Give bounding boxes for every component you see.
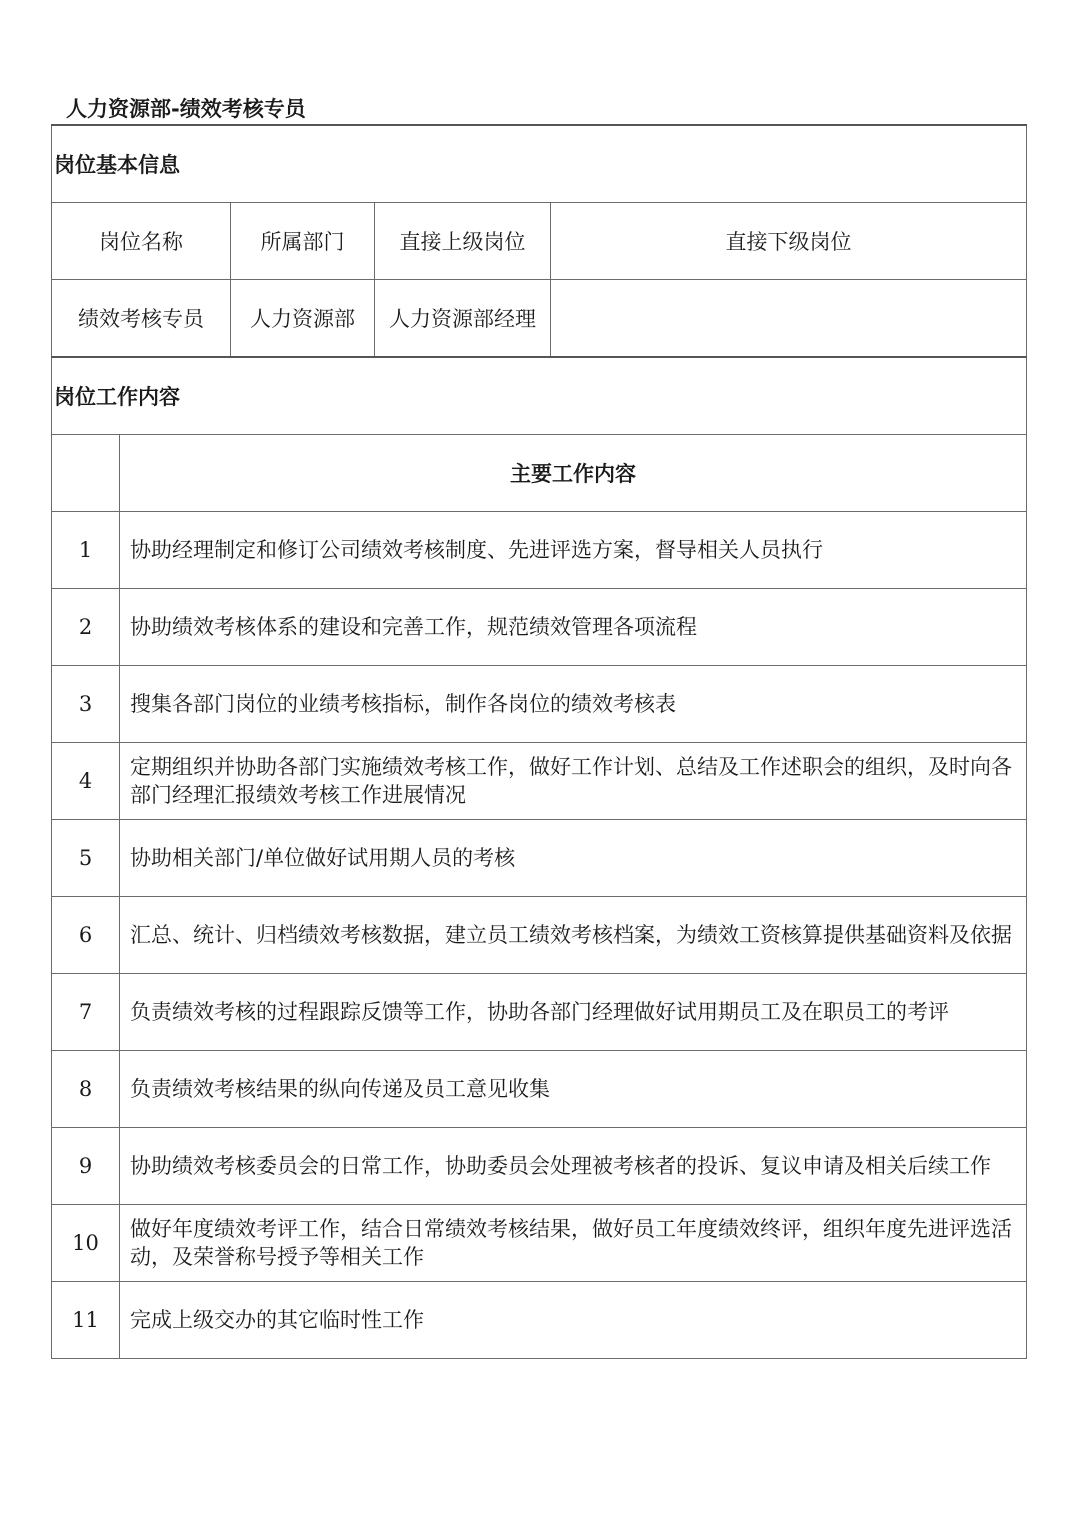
duty-row <box>52 589 1027 666</box>
duty-text: 完成上级交办的其它临时性工作 <box>120 1282 1027 1359</box>
duty-text: 负责绩效考核的过程跟踪反馈等工作，协助各部门经理做好试用期员工及在职员工的考评 <box>120 974 1027 1051</box>
section-row <box>52 125 1027 203</box>
duty-text: 定期组织并协助各部门实施绩效考核工作，做好工作计划、总结及工作述职会的组织，及时向各部门经理汇报绩效考核工作进展情况 <box>120 743 1027 820</box>
duty-text: 汇总、统计、归档绩效考核数据，建立员工绩效考核档案，为绩效工资核算提供基础资料及依据 <box>120 897 1027 974</box>
duty-number: 2 <box>52 589 120 666</box>
duty-row <box>52 897 1027 974</box>
value-position-name: 绩效考核专员 <box>52 280 231 358</box>
duty-row <box>52 974 1027 1051</box>
duty-number: 9 <box>52 1128 120 1205</box>
basic-info-value-row <box>52 280 1027 358</box>
basic-info-header-row <box>52 203 1027 280</box>
value-direct-superior: 人力资源部经理 <box>375 280 551 358</box>
duty-row <box>52 820 1027 897</box>
header-direct-subordinate: 直接下级岗位 <box>551 203 1027 280</box>
duty-text: 协助绩效考核体系的建设和完善工作，规范绩效管理各项流程 <box>120 589 1027 666</box>
duty-row <box>52 743 1027 820</box>
duty-text: 协助绩效考核委员会的日常工作，协助委员会处理被考核者的投诉、复议申请及相关后续工作 <box>120 1128 1027 1205</box>
section-label-work-content: 岗位工作内容 <box>52 357 1027 435</box>
duty-number: 11 <box>52 1282 120 1359</box>
duty-number: 7 <box>52 974 120 1051</box>
document-title: 人力资源部-绩效考核专员 <box>66 97 306 121</box>
work-content-section <box>52 357 1027 1359</box>
duty-row <box>52 1128 1027 1205</box>
duty-text: 做好年度绩效考评工作，结合日常绩效考核结果，做好员工年度绩效终评，组织年度先进评选活动，及荣誉称号授予等相关工作 <box>120 1205 1027 1282</box>
duty-text: 搜集各部门岗位的业绩考核指标，制作各岗位的绩效考核表 <box>120 666 1027 743</box>
job-description-table <box>51 124 1027 1359</box>
duty-number: 6 <box>52 897 120 974</box>
basic-info-section <box>52 125 1027 357</box>
header-main-work-content: 主要工作内容 <box>120 435 1027 512</box>
section-label-basic-info: 岗位基本信息 <box>52 125 1027 203</box>
work-content-header-row <box>52 435 1027 512</box>
value-direct-subordinate <box>551 280 1027 358</box>
duty-number: 10 <box>52 1205 120 1282</box>
header-index <box>52 435 120 512</box>
header-position-name: 岗位名称 <box>52 203 231 280</box>
duty-row <box>52 512 1027 589</box>
duty-number: 8 <box>52 1051 120 1128</box>
duty-text: 协助经理制定和修订公司绩效考核制度、先进评选方案，督导相关人员执行 <box>120 512 1027 589</box>
duty-number: 1 <box>52 512 120 589</box>
duty-number: 3 <box>52 666 120 743</box>
duty-text: 协助相关部门/单位做好试用期人员的考核 <box>120 820 1027 897</box>
section-row <box>52 357 1027 435</box>
duty-number: 4 <box>52 743 120 820</box>
header-direct-superior: 直接上级岗位 <box>375 203 551 280</box>
duty-text: 负责绩效考核结果的纵向传递及员工意见收集 <box>120 1051 1027 1128</box>
duty-number: 5 <box>52 820 120 897</box>
value-department: 人力资源部 <box>231 280 375 358</box>
duty-row <box>52 1051 1027 1128</box>
header-department: 所属部门 <box>231 203 375 280</box>
duty-row <box>52 666 1027 743</box>
duty-row <box>52 1205 1027 1282</box>
duty-row <box>52 1282 1027 1359</box>
